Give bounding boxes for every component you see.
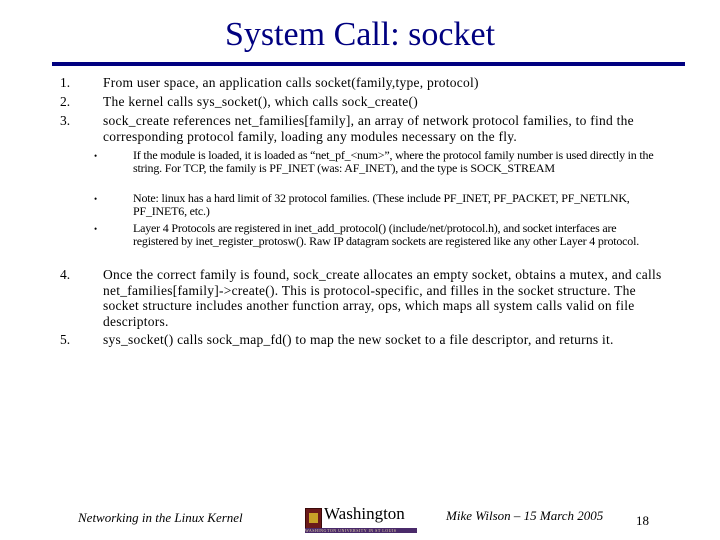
item-text: sys_socket() calls sock_map_fd() to map the new socket to a file descriptor, and returns it. <box>103 332 614 347</box>
university-logo <box>305 506 417 532</box>
footer-author-date: Mike Wilson – 15 March 2005 <box>446 508 604 523</box>
title-rule <box>52 62 685 66</box>
logo-wordmark: Washington <box>324 504 405 523</box>
item-text: The kernel calls sys_socket(), which calls sock_create() <box>103 94 419 109</box>
bullet-icon: • <box>94 151 98 161</box>
sub-bullet-text: If the module is loaded, it is loaded as “net_pf_<num>”, where the protocol family number is used directly in the string. For TCP, the family is PF_INET (was: AF_INET), and the type is SOCK_STREAM <box>133 148 654 175</box>
item-number: 1. <box>60 75 71 90</box>
page-number: 18 <box>636 513 649 528</box>
logo-bar <box>305 528 417 533</box>
bullet-icon: • <box>94 194 98 204</box>
item-number: 3. <box>60 113 71 128</box>
item-number: 2. <box>60 94 71 109</box>
slide-title: System Call: socket <box>224 16 496 53</box>
footer-course-title: Networking in the Linux Kernel <box>78 510 243 525</box>
crest-icon <box>305 508 322 530</box>
item-number: 5. <box>60 332 71 347</box>
item-text: sock_create references net_families[family], an array of network protocol families, to find the corresponding protocol family, loading any modules necessary on the fly. <box>103 113 634 144</box>
item-text: From user space, an application calls socket(family,type, protocol) <box>103 75 479 90</box>
sub-bullet-text: Note: linux has a hard limit of 32 protocol families. (These include PF_INET, PF_PACKET, PF_NETLNK, PF_INET6, etc.) <box>133 191 630 218</box>
logo-subtext: WASHINGTON UNIVERSITY IN ST LOUIS <box>305 528 397 533</box>
sub-bullet-text: Layer 4 Protocols are registered in inet_add_protocol() (include/net/protocol.h), and socket interfaces are registered by inet_register_protosw(). Raw IP datagram sockets are registered like any other Layer 4 protocol. <box>133 221 640 248</box>
item-text: Once the correct family is found, sock_create allocates an empty socket, obtains a mutex, and calls net_families[family]->create(). This is protocol-specific, and filles in the socket structure. The socket structure includes another function array, ops, which maps all system calls valid on file descriptors. <box>103 267 662 329</box>
bullet-icon: • <box>94 224 98 234</box>
item-number: 4. <box>60 267 71 282</box>
